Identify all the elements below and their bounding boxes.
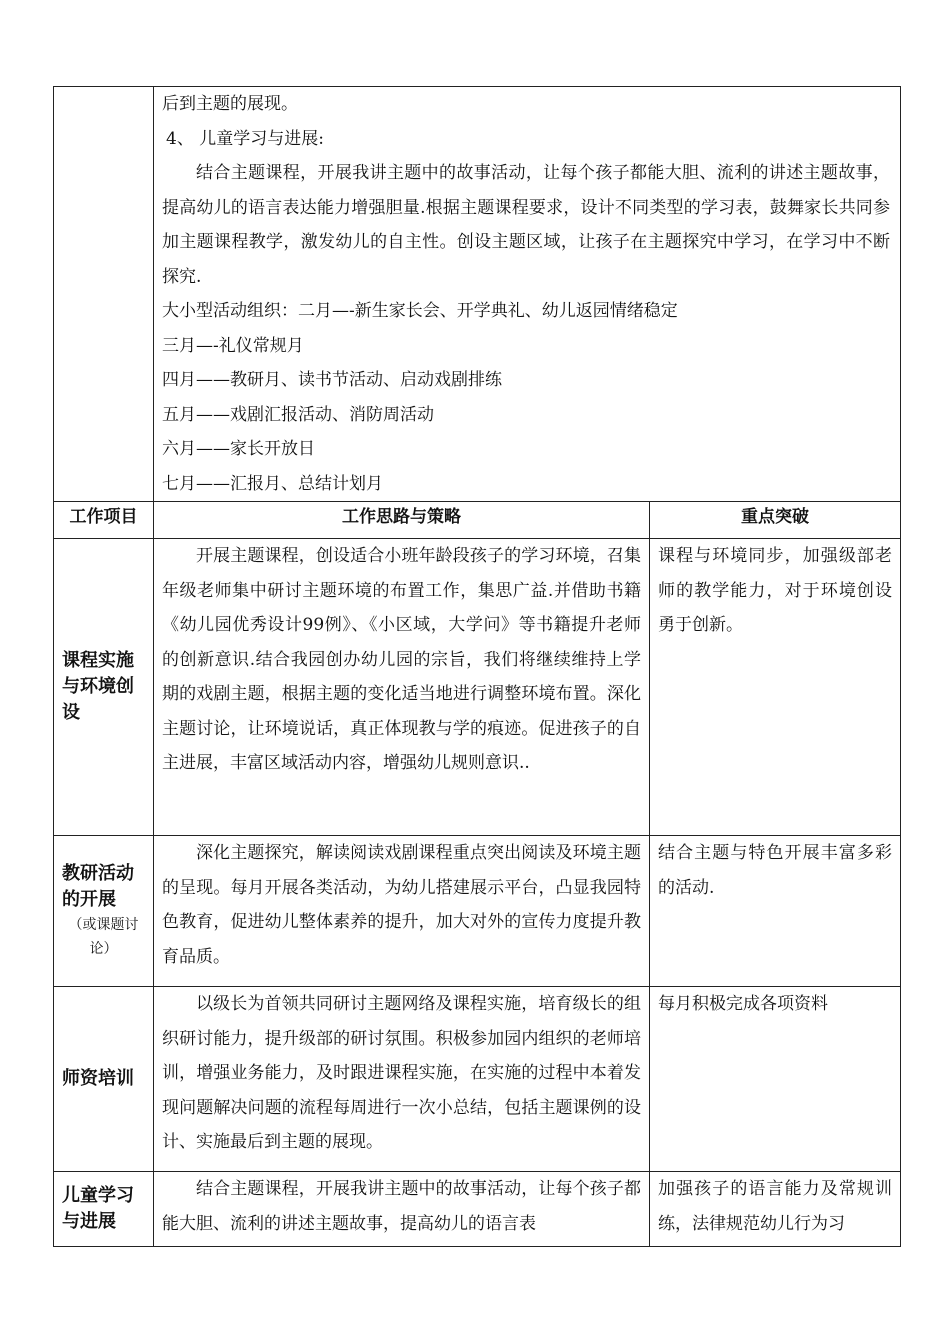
focus-cell: [650, 1172, 901, 1247]
row-label: [54, 1172, 154, 1247]
schedule-line: 四月——教研月、读书节活动、启动戏剧排练: [162, 370, 502, 390]
table-row: [54, 987, 901, 1172]
focus-text: 加强孩子的语言能力及常规训练，法律规范幼儿行为习: [658, 1179, 892, 1234]
strategy-text: 深化主题探究，解读阅读戏剧课程重点突出阅读及环境主题的呈现。每月开展各类活动，为幼儿搭建展示平台，凸显我园特色教育，促进幼儿整体素养的提升，加大对外的宣传力度提升教育品质。: [162, 843, 641, 967]
focus-cell: [650, 539, 901, 836]
continuation-line: 后到主题的展现。: [162, 94, 298, 114]
strategy-text: 结合主题课程，开展我讲主题中的故事活动，让每个孩子都能大胆、流利的讲述主题故事，提高幼儿的语言表: [162, 1179, 641, 1234]
table-row: [54, 1172, 901, 1247]
table-row: [54, 836, 901, 987]
focus-text: 每月积极完成各项资料: [658, 994, 828, 1014]
continuation-paragraph: 结合主题课程，开展我讲主题中的故事活动，让每个孩子都能大胆、流利的讲述主题故事，提高幼儿的语言表达能力增强胆量.根据主题课程要求，设计不同类型的学习表，鼓舞家长共同参加主题课程教学，激发幼儿的自主性。创设主题区域，让孩子在主题探究中学习，在学习中不断探究.: [162, 163, 890, 287]
row-label-text: 师资培训: [62, 1068, 134, 1089]
focus-text: 课程与环境同步，加强级部老师的教学能力，对于环境创设勇于创新。: [658, 546, 892, 635]
section-heading: 4、 儿童学习与进展:: [166, 128, 324, 149]
header-item: 工作项目: [54, 502, 154, 539]
row-label-text: 教研活动的开展: [62, 863, 134, 910]
strategy-cell: [154, 1172, 650, 1247]
table-row: [54, 539, 901, 836]
row-sublabel: （或课题讨论）: [68, 917, 139, 957]
strategy-cell: [154, 539, 650, 836]
focus-text: 结合主题与特色开展丰富多彩的活动.: [658, 843, 892, 898]
strategy-text: 开展主题课程，创设适合小班年龄段孩子的学习环境，召集年级老师集中研讨主题环境的布置工作，集思广益.并借助书籍《幼儿园优秀设计99例》、《小区域，大学问》等书籍提升老师的创新意识.结合我园创办幼儿园的宗旨，我们将继续维持上学期的戏剧主题，根据主题的变化适当地进行调整环境布置。深化主题讨论，让环境说话，真正体现教与学的痕迹。促进孩子的自主进展，丰富区域活动内容，增强幼儿规则意识..: [162, 546, 641, 773]
row-label: [54, 836, 154, 987]
focus-cell: [650, 836, 901, 987]
table-header-row: [54, 502, 901, 539]
work-plan-table: [53, 86, 901, 1247]
header-strategy: 工作思路与策略: [154, 502, 650, 539]
row-label-text: 儿童学习与进展: [62, 1185, 134, 1232]
schedule-line: 六月——家长开放日: [162, 439, 315, 459]
continuation-row: [54, 87, 901, 502]
strategy-cell: [154, 987, 650, 1172]
strategy-cell: [154, 836, 650, 987]
schedule-line: 大小型活动组织：二月—-新生家长会、开学典礼、幼儿返园情绪稳定: [162, 301, 678, 321]
strategy-text: 以级长为首领共同研讨主题网络及课程实施，培育级长的组织研讨能力，提升级部的研讨氛围。积极参加园内组织的老师培训，增强业务能力，及时跟进课程实施，在实施的过程中本着发现问题解决问题的流程每周进行一次小总结，包括主题课例的设计、实施最后到主题的展现。: [162, 994, 641, 1152]
row-label: [54, 539, 154, 836]
header-focus: 重点突破: [650, 502, 901, 539]
continuation-label-cell: [54, 87, 154, 502]
row-label-text: 课程实施与环境创设: [62, 650, 134, 723]
schedule-line: 七月——汇报月、总结计划月: [162, 473, 383, 494]
schedule-line: 五月——戏剧汇报活动、消防周活动: [162, 404, 434, 425]
continuation-content: [154, 87, 901, 502]
focus-cell: [650, 987, 901, 1172]
row-label: [54, 987, 154, 1172]
schedule-line: 三月—-礼仪常规月: [162, 335, 304, 356]
